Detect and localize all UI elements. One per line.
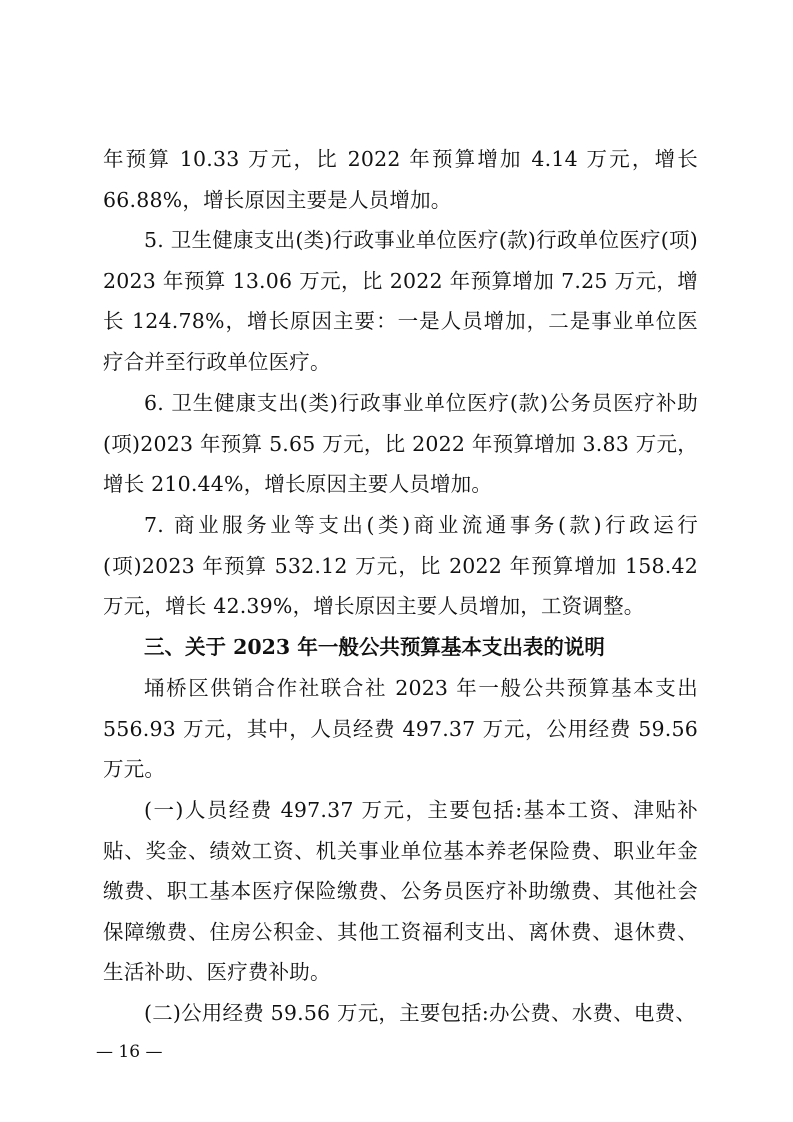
paragraph-public-funds: (二)公用经费 59.56 万元，主要包括:办公费、水费、电费、 [144,1001,697,1025]
paragraph-continued: 年预算 10.33 万元，比 2022 年预算增加 4.14 万元，增长 66.88%，增长原因主要是人员增加。 [103,147,698,212]
paragraph-item-5: 5. 卫生健康支出(类)行政事业单位医疗(款)行政单位医疗(项) 2023 年预算 13.06 万元，比 2022 年预算增加 7.25 万元，增长 124.78%，增长原因主要：一是人员增加，二是事业单位医疗合并至行政单位医疗。 [103,228,698,374]
paragraph-personnel-funds: (一)人员经费 497.37 万元，主要包括:基本工资、津贴补贴、奖金、绩效工资、机关事业单位基本养老保险费、职业年金缴费、职工基本医疗保险缴费、公务员医疗补助缴费、其他社会保障缴费、住房公积金、其他工资福利支出、离休费、退休费、生活补助、医疗费补助。 [103,798,698,985]
paragraph-item-6: 6. 卫生健康支出(类)行政事业单位医疗(款)公务员医疗补助(项)2023 年预算 5.65 万元，比 2022 年预算增加 3.83 万元，增长 210.44%，增长原因主要人员增加。 [103,391,698,497]
page-number: — 16 — [96,1042,163,1062]
paragraph-summary: 埇桥区供销合作社联合社 2023 年一般公共预算基本支出 556.93 万元，其中，人员经费 497.37 万元，公用经费 59.56 万元。 [103,676,698,782]
paragraph-item-7: 7. 商业服务业等支出(类)商业流通事务(款)行政运行(项)2023 年预算 532.12 万元，比 2022 年预算增加 158.42 万元，增长 42.39%，增长原因主要人员增加，工资调整。 [103,513,698,619]
section-heading: 三、关于 2023 年一般公共预算基本支出表的说明 [144,635,605,659]
